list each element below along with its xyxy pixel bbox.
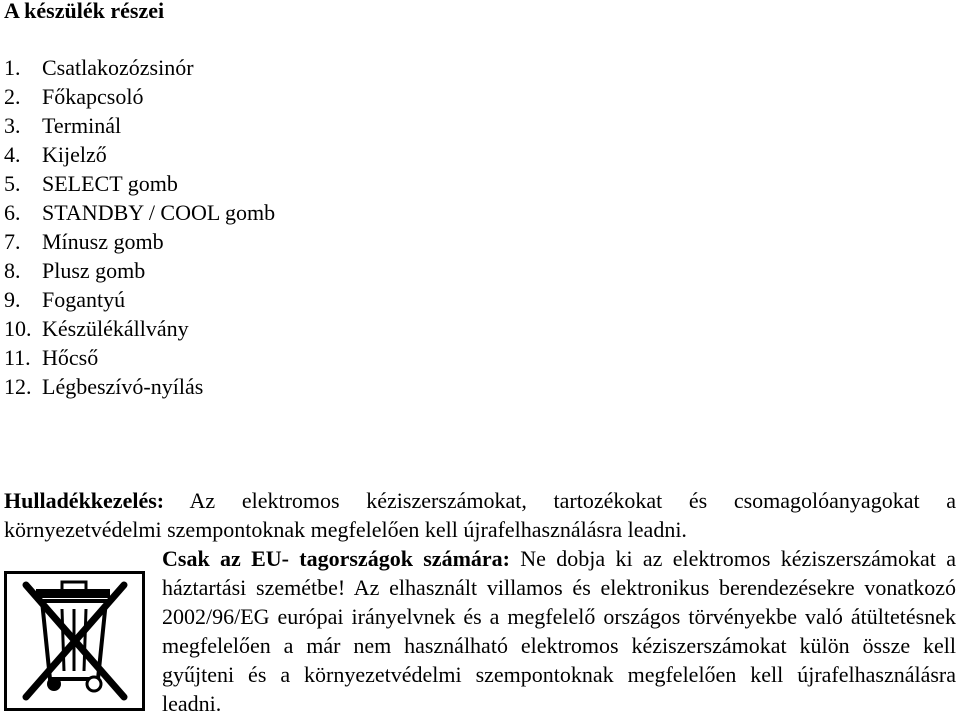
item-number: 10. xyxy=(4,316,32,341)
item-number: 11. xyxy=(4,345,31,370)
item-label: Készülékállvány xyxy=(42,316,189,341)
item-label: Főkapcsoló xyxy=(42,84,144,109)
item-number: 9. xyxy=(4,287,21,312)
item-number: 1. xyxy=(4,55,21,80)
item-label: Hőcső xyxy=(42,345,99,370)
item-number: 4. xyxy=(4,142,21,167)
item-number: 8. xyxy=(4,258,21,283)
item-label: Plusz gomb xyxy=(42,258,146,283)
list-item xyxy=(4,343,275,372)
item-number: 6. xyxy=(4,200,21,225)
list-item xyxy=(4,111,275,140)
item-label: Fogantyú xyxy=(42,287,126,312)
section-heading: A készülék részei xyxy=(4,0,165,23)
waste-disposal-paragraph xyxy=(4,486,956,544)
item-number: 3. xyxy=(4,113,21,138)
waste-disposal-text: Az elektromos kéziszerszámokat, tartozékokat és csomagolóanyagokat a környezetvédelmi szempontoknak megfelelően kell újrafelhasználásra leadni. xyxy=(4,488,956,542)
eu-notice-label: Csak az EU- tagországok számára: xyxy=(162,546,510,571)
item-number: 2. xyxy=(4,84,21,109)
item-number: 12. xyxy=(4,374,32,399)
item-number: 5. xyxy=(4,171,21,196)
item-label: Csatlakozózsinór xyxy=(42,55,194,80)
list-item xyxy=(4,372,275,401)
item-label: STANDBY / COOL gomb xyxy=(42,200,276,225)
parts-list xyxy=(4,53,275,401)
list-item xyxy=(4,227,275,256)
list-item xyxy=(4,140,275,169)
item-label: Kijelző xyxy=(42,142,107,167)
crossed-out-bin-icon xyxy=(4,571,145,711)
list-item xyxy=(4,53,275,82)
item-label: Légbeszívó-nyílás xyxy=(42,374,204,399)
list-item xyxy=(4,169,275,198)
eu-notice-text: Ne dobja ki az elektromos kéziszerszámokat a háztartási szemétbe! Az elhasznált villamos és elektronikus berendezésekre vonatkozó 2002/96/EG európai irányelvnek és a megfelelő országos törvényekbe való átültetésnek megfelelően a már nem használható elektromos kéziszerszámokat külön össze kell gyűjteni és a környezetvédelmi szempontoknak megfelelően kell újrafelhasználásra leadni. xyxy=(162,546,956,716)
item-label: SELECT gomb xyxy=(42,171,178,196)
waste-disposal-label: Hulladékkezelés: xyxy=(4,488,165,513)
item-label: Mínusz gomb xyxy=(42,229,164,254)
list-item xyxy=(4,285,275,314)
list-item xyxy=(4,314,275,343)
list-item xyxy=(4,198,275,227)
item-label: Terminál xyxy=(42,113,122,138)
list-item xyxy=(4,82,275,111)
eu-notice-paragraph xyxy=(162,544,956,718)
item-number: 7. xyxy=(4,229,21,254)
list-item xyxy=(4,256,275,285)
